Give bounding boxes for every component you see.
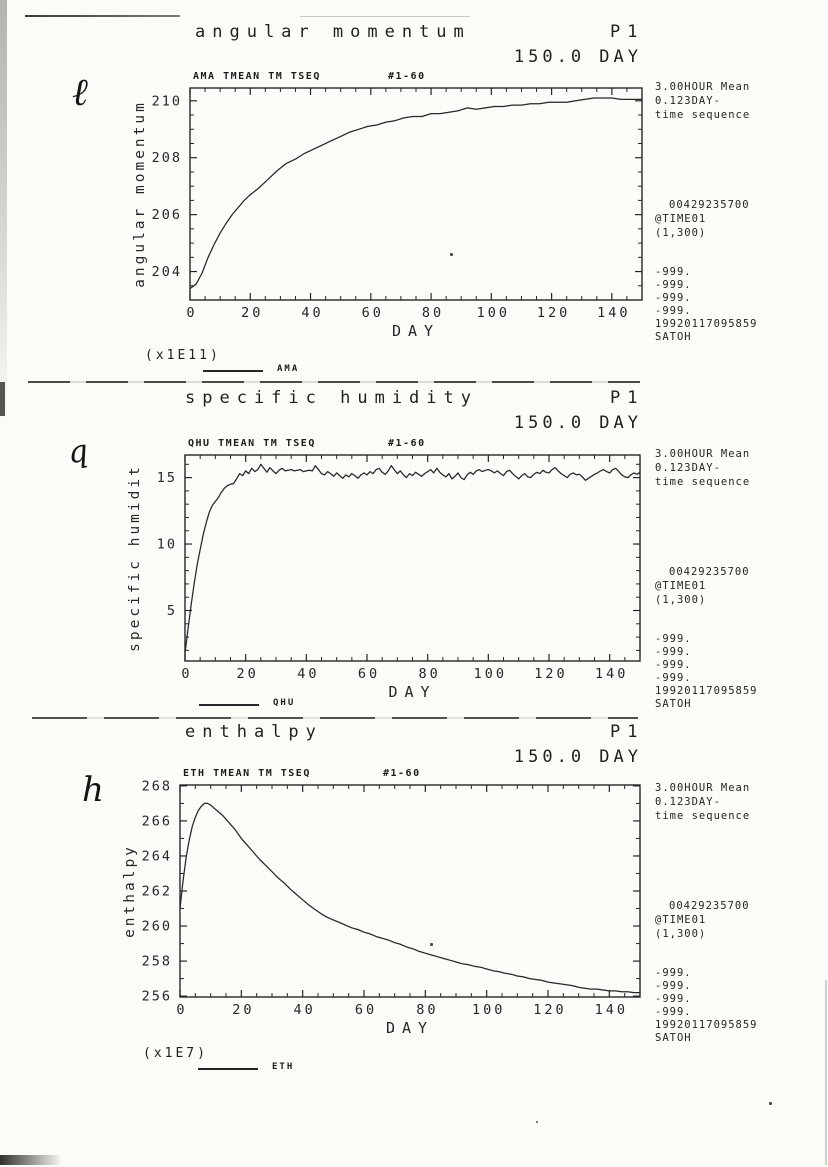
y-tick-label: 258 <box>141 953 172 970</box>
x-tick-label: 80 <box>421 305 445 321</box>
author-name: SATOH <box>655 698 692 710</box>
chart1-legend-label: AMA <box>277 364 300 374</box>
dims: (1,300) <box>655 594 707 606</box>
y-tick-label: 5 <box>166 602 177 619</box>
chart1-page-label: P1 <box>610 22 645 42</box>
series-ETH <box>180 803 640 992</box>
chart2-count-label: #1-60 <box>388 438 426 449</box>
scan-smear-bottom <box>0 1155 62 1165</box>
enthalpy-plot <box>120 779 648 1041</box>
chart2-legend-line <box>199 704 259 706</box>
chart1-legend-line <box>203 370 263 372</box>
x-tick-label: 0 <box>176 1002 188 1018</box>
missing-value: -999. <box>655 266 692 278</box>
chart2-page-label: P1 <box>610 388 645 408</box>
datetime-stamp: 19920117095859 <box>655 318 758 330</box>
interval-note: 0.123DAY- <box>655 95 721 107</box>
chart1-count-label: #1-60 <box>388 71 426 82</box>
stamp: 00429235700 <box>669 566 750 578</box>
scan-separator-1 <box>28 381 640 383</box>
chart3-legend-label: ETH <box>272 1062 295 1072</box>
specific-humidity-plot <box>125 449 648 705</box>
chart3-page-label: P1 <box>610 722 645 742</box>
time-ref: @TIME01 <box>655 580 707 592</box>
chart3-scale-label: (x1E7) <box>143 1046 208 1061</box>
y-tick-label: 268 <box>141 778 172 795</box>
y-axis-label: enthalpy <box>122 844 138 938</box>
sequence-note: time sequence <box>655 109 751 121</box>
missing-value: -999. <box>655 305 692 317</box>
sequence-note: time sequence <box>655 810 751 822</box>
chart1-scale-label: (x1E11) <box>145 348 221 363</box>
scan-edge-left <box>0 0 7 430</box>
dims: (1,300) <box>655 928 707 940</box>
scan-speck <box>769 1102 772 1105</box>
series-QHU <box>185 464 640 653</box>
stamp: 00429235700 <box>669 900 750 912</box>
chart3-duration-label: 150.0 DAY <box>513 747 642 767</box>
chart1-duration-label: 150.0 DAY <box>513 47 642 67</box>
x-tick-label: 60 <box>361 305 384 321</box>
x-axis-label: DAY <box>391 322 441 340</box>
x-tick-label: 40 <box>297 666 320 682</box>
missing-value: -999. <box>655 993 692 1005</box>
plot-frame <box>185 455 640 661</box>
x-tick-label: 140 <box>597 305 631 321</box>
scan-edge-notch <box>0 382 5 416</box>
y-tick-label: 208 <box>151 150 182 167</box>
author-name: SATOH <box>655 331 692 343</box>
scan-line-top <box>25 15 180 17</box>
time-ref: @TIME01 <box>655 213 707 225</box>
y-axis-label: angular momentum <box>132 100 148 288</box>
plot-frame <box>190 88 642 300</box>
x-tick-label: 120 <box>534 666 568 682</box>
chart2-legend-label: QHU <box>273 698 296 708</box>
interval-note: 0.123DAY- <box>655 796 721 808</box>
x-tick-label: 20 <box>232 1002 255 1018</box>
dims: (1,300) <box>655 227 707 239</box>
y-axis-label: specific humidit <box>127 464 143 652</box>
chart1-header: AMA TMEAN TM TSEQ <box>193 71 321 82</box>
missing-value: -999. <box>655 659 692 671</box>
x-tick-label: 40 <box>293 1002 316 1018</box>
chart3-legend-line <box>198 1068 258 1070</box>
x-tick-label: 140 <box>594 666 629 682</box>
plot-frame <box>180 785 640 997</box>
mean-note: 3.00HOUR Mean <box>655 448 751 460</box>
chart3-header: ETH TMEAN TM TSEQ <box>183 768 311 779</box>
angular-momentum-plot <box>130 82 650 344</box>
sequence-note: time sequence <box>655 476 751 488</box>
y-tick-label: 10 <box>156 536 177 553</box>
scan-separator-2 <box>32 717 638 719</box>
series-AMA <box>190 98 642 289</box>
interval-note: 0.123DAY- <box>655 462 721 474</box>
y-tick-label: 210 <box>151 93 182 110</box>
missing-value: -999. <box>655 633 692 645</box>
datetime-stamp: 19920117095859 <box>655 685 758 697</box>
y-tick-label: 262 <box>141 883 172 900</box>
author-name: SATOH <box>655 1032 692 1044</box>
time-ref: @TIME01 <box>655 914 707 926</box>
x-tick-label: 20 <box>236 666 259 682</box>
x-tick-label: 120 <box>533 1002 567 1018</box>
x-axis-label: DAY <box>385 1019 435 1037</box>
y-tick-label: 266 <box>141 813 172 830</box>
missing-value: -999. <box>655 279 692 291</box>
x-tick-label: 60 <box>357 666 381 682</box>
x-tick-label: 140 <box>594 1002 629 1018</box>
x-tick-label: 80 <box>416 1002 439 1018</box>
x-tick-label: 0 <box>186 305 198 321</box>
chart2-side-note <box>655 447 827 711</box>
y-tick-label: 204 <box>151 264 182 281</box>
chart3-title: enthalpy <box>185 722 323 742</box>
missing-value: -999. <box>655 646 692 658</box>
scan-speck <box>536 1121 538 1123</box>
handwritten-mark-q: q <box>65 432 91 472</box>
stamp: 00429235700 <box>669 199 750 211</box>
y-tick-label: 15 <box>156 470 177 487</box>
chart1-title: angular momentum <box>195 22 471 42</box>
x-tick-label: 100 <box>476 305 511 321</box>
x-tick-label: 100 <box>471 1002 506 1018</box>
chart2-header: QHU TMEAN TM TSEQ <box>188 438 316 449</box>
x-tick-label: 100 <box>473 666 508 682</box>
chart3-side-note <box>655 781 827 1045</box>
x-tick-label: 40 <box>301 305 324 321</box>
y-tick-label: 256 <box>141 988 172 1005</box>
missing-value: -999. <box>655 980 692 992</box>
x-tick-label: 20 <box>241 305 264 321</box>
x-axis-label: DAY <box>388 683 437 701</box>
y-tick-label: 260 <box>141 918 172 935</box>
x-tick-label: 80 <box>418 666 441 682</box>
handwritten-mark-h: h <box>82 770 104 810</box>
mean-note: 3.00HOUR Mean <box>655 782 751 794</box>
missing-value: -999. <box>655 967 692 979</box>
chart2-duration-label: 150.0 DAY <box>513 413 642 433</box>
scan-line-top-faint <box>300 16 470 17</box>
missing-value: -999. <box>655 1006 692 1018</box>
chart3-count-label: #1-60 <box>383 768 421 779</box>
x-tick-label: 60 <box>354 1002 378 1018</box>
x-tick-label: 120 <box>536 305 571 321</box>
mean-note: 3.00HOUR Mean <box>655 81 751 93</box>
missing-value: -999. <box>655 672 692 684</box>
chart2-title: specific humidity <box>185 388 478 408</box>
chart1-side-note <box>655 80 827 344</box>
handwritten-mark-l: ℓ <box>72 70 88 114</box>
x-tick-label: 0 <box>181 666 193 682</box>
missing-value: -999. <box>655 292 692 304</box>
y-tick-label: 264 <box>141 848 172 865</box>
y-tick-label: 206 <box>151 207 182 224</box>
datetime-stamp: 19920117095859 <box>655 1019 758 1031</box>
